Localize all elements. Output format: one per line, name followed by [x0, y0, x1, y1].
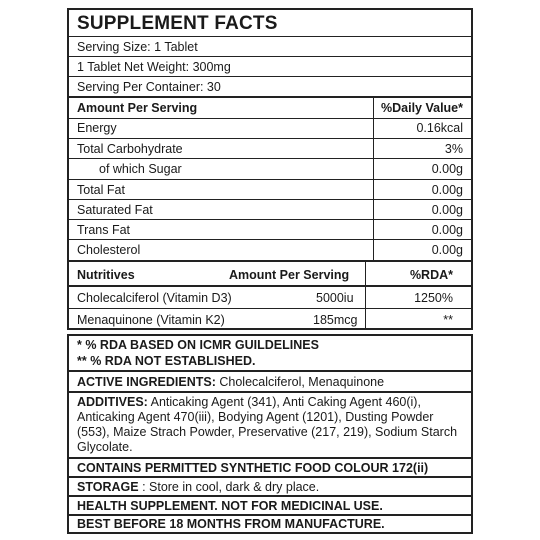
footnote-rda-icmr: * % RDA BASED ON ICMR GUILDELINES: [77, 338, 319, 352]
amount-header-row: [69, 98, 471, 119]
tablet-weight-row: [69, 57, 471, 77]
nutritives-header-row: [69, 262, 471, 287]
column-divider: [373, 220, 374, 239]
nutrient-name: Total Carbohydrate: [77, 142, 183, 156]
column-divider: [373, 98, 374, 118]
colour-row: [69, 459, 471, 478]
active-ingredients: [77, 375, 384, 389]
column-divider: [373, 180, 374, 199]
active-ingredients-row: [69, 372, 471, 393]
nutrient-row: [69, 220, 471, 240]
nutrient-name: Total Fat: [77, 183, 125, 197]
additives: [77, 395, 463, 455]
nutritive-name: Menaquinone (Vitamin K2): [77, 313, 225, 327]
nutritive-amount: 5000iu: [316, 291, 354, 305]
nutrient-value: 0.00g: [431, 183, 463, 197]
panel-title: SUPPLEMENT FACTS: [77, 13, 278, 34]
additives-value: Anticaking Agent (341), Anti Caking Agent 460(i), Anticaking Agent 470(iii), Bodying Agent (1201), Dusting Powder (553), Maize Strach Powder, Preservative (217, 219), Sodium Starch Glycolate.: [77, 395, 458, 454]
column-divider: [365, 262, 366, 285]
storage-row: [69, 478, 471, 497]
nutritive-row: [69, 309, 471, 330]
nutrient-row: [69, 159, 471, 180]
nutrient-row: [69, 240, 471, 262]
nutritive-name: Cholecalciferol (Vitamin D3): [77, 291, 232, 305]
health-note: HEALTH SUPPLEMENT. NOT FOR MEDICINAL USE.: [77, 499, 383, 513]
nutrient-name: Energy: [77, 121, 117, 135]
nutrient-value: 0.00g: [431, 203, 463, 217]
nutritive-rda: 1250%: [414, 291, 453, 305]
tablet-weight: 1 Tablet Net Weight: 300mg: [77, 60, 231, 74]
additives-label: ADDITIVES:: [77, 395, 148, 409]
storage-value: : Store in cool, dark & dry place.: [138, 480, 320, 494]
nutrient-name: Cholesterol: [77, 243, 141, 257]
nutrient-row: [69, 180, 471, 200]
nutrient-value: 0.00g: [431, 243, 463, 257]
column-divider: [373, 200, 374, 219]
supplement-facts-panel: [67, 8, 473, 330]
rda-header: %RDA*: [409, 268, 453, 282]
servings-row: [69, 77, 471, 98]
column-divider: [373, 119, 374, 138]
amount-header: Amount Per Serving: [77, 101, 198, 115]
nutritive-amount: 185mcg: [313, 313, 358, 327]
colour-note: CONTAINS PERMITTED SYNTHETIC FOOD COLOUR 172(ii): [77, 461, 429, 475]
ingredients-panel: [67, 334, 473, 534]
servings-per-container: Serving Per Container: 30: [77, 80, 221, 94]
nutrient-name: Saturated Fat: [77, 203, 153, 217]
nutrient-row: [69, 139, 471, 159]
best-before: BEST BEFORE 18 MONTHS FROM MANUFACTURE.: [77, 517, 385, 531]
nutrient-value: 0.16kcal: [416, 121, 463, 135]
active-ingredients-value: Cholecalciferol, Menaquinone: [215, 375, 385, 389]
nutrient-name: Trans Fat: [77, 223, 131, 237]
column-divider: [373, 139, 374, 158]
column-divider: [365, 309, 366, 330]
nutrient-value: 3%: [444, 142, 463, 156]
column-divider: [365, 287, 366, 308]
nutrient-name: of which Sugar: [99, 162, 182, 176]
footnotes-row: [69, 336, 471, 372]
title-row: [69, 10, 471, 37]
nutritives-header: Nutritives: [77, 268, 135, 282]
additives-row: [69, 393, 471, 459]
health-row: [69, 497, 471, 516]
footnote-rda-not-established: ** % RDA NOT ESTABLISHED.: [77, 354, 256, 368]
serving-size-row: [69, 37, 471, 57]
nutrient-row: [69, 200, 471, 220]
nutrient-row: [69, 119, 471, 139]
column-divider: [373, 240, 374, 260]
serving-size: Serving Size: 1 Tablet: [77, 40, 198, 54]
nutritive-rda: **: [443, 313, 453, 327]
nutrient-value: 0.00g: [431, 223, 463, 237]
active-ingredients-label: ACTIVE INGREDIENTS:: [77, 375, 216, 389]
dv-header: %Daily Value*: [381, 101, 463, 115]
nutritive-row: [69, 287, 471, 309]
best-before-row: [69, 516, 471, 534]
storage: [77, 480, 319, 494]
column-divider: [373, 159, 374, 179]
storage-label: STORAGE: [77, 480, 139, 494]
nutritives-amount-header: Amount Per Serving: [229, 268, 350, 282]
nutrient-value: 0.00g: [431, 162, 463, 176]
